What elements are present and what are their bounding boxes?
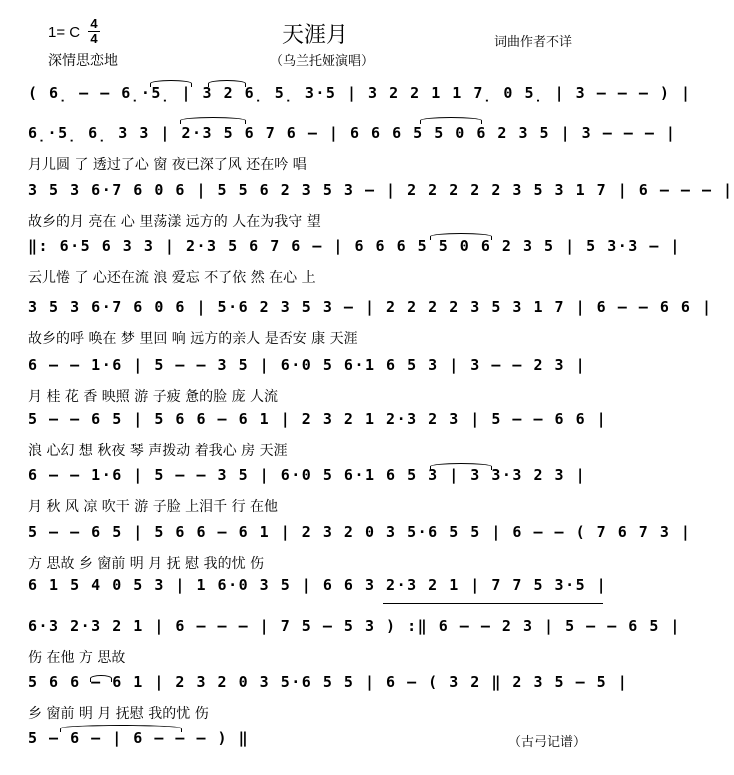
- lyric-line: 乡 窗前 明 月 抚慰 我的忧 伤: [28, 706, 209, 722]
- slur-mark: [208, 80, 246, 87]
- notation-line: 3 5 3 6·7 6 0 6 | 5·6 2 3 5 3 — | 2 2 2 2 3 5 3 1 7 | 6 — — 6 6 |: [28, 298, 713, 316]
- key-signature: 1= C: [48, 24, 81, 41]
- lyric-line: 浪 心幻 想 秋夜 琴 声拨动 着我心 房 天涯: [28, 443, 288, 459]
- notation-line: ‖: 6·5 6 3 3 | 2·3 5 6 7 6 — | 6 6 6 5 5 0 6 2 3 5 | 5 3·3 — |: [28, 237, 681, 255]
- staff-row: [28, 84, 692, 110]
- staff-row: [28, 576, 608, 602]
- notation-line: 5 — 6 — | 6 — — — ) ‖: [28, 729, 250, 747]
- performer-subtitle: （乌兰托娅演唱）: [270, 54, 375, 69]
- time-signature: [88, 18, 100, 45]
- lyric-line: 伤 在他 方 思故: [28, 650, 126, 666]
- staff-row: [28, 124, 677, 173]
- lyric-line: 月儿圆 了 透过了心 窗 夜已深了风 还在吟 唱: [28, 157, 307, 173]
- staff-row: [28, 617, 681, 666]
- volta-bracket: [383, 603, 603, 604]
- lyric-line: 云儿惓 了 心还在流 浪 爱忘 不了依 然 在心 上: [28, 270, 316, 286]
- notation-line: 6 — — 1·6 | 5 — — 3 5 | 6·0 5 6·1 6 5 3 | 3 3·3 2 3 |: [28, 466, 587, 484]
- slur-mark: [90, 675, 112, 682]
- slur-mark: [180, 117, 246, 124]
- notation-line: 6̣·5̣ 6̣ 3 3 | 2·3 5 6 7 6 — | 6 6 6 5 5 0 6 2 3 5 | 3 — — — |: [28, 124, 677, 142]
- staff-row: [28, 523, 692, 572]
- notation-line: 6 1 5 4 0 5 3 | 1 6·0 3 5 | 6 6 3 2·3 2 1 | 7 7 5 3·5 |: [28, 576, 608, 594]
- staff-row: [28, 673, 629, 722]
- notation-line: 6 — — 1·6 | 5 — — 3 5 | 6·0 5 6·1 6 5 3 | 3 — — 2 3 |: [28, 356, 587, 374]
- time-signature-bottom: 4: [90, 31, 98, 46]
- notation-line: 6·3 2·3 2 1 | 6 — — — | 7 5 — 5 3 ) :‖ 6 — — 2 3 | 5 — — 6 5 |: [28, 617, 681, 635]
- lyric-line: 故乡的月 亮在 心 里荡漾 远方的 人在为我守 望: [28, 214, 321, 230]
- expression-marking: 深情思恋地: [48, 53, 118, 69]
- composer-credit: 词曲作者不详: [494, 35, 573, 50]
- time-signature-top: 4: [90, 16, 98, 31]
- staff-row: [28, 356, 608, 405]
- transcriber-credit: （古弓记谱）: [508, 735, 587, 750]
- notation-line: ( 6̣ — — 6̣·5̣ | 3 2 6̣ 5̣ 3·5 | 3 2 2 1 1 7̣ 0 5̣ | 3 — — — ) |: [28, 84, 692, 102]
- slur-mark: [60, 725, 182, 732]
- staff-row: [28, 298, 713, 347]
- song-title: 天涯月: [282, 23, 349, 48]
- lyric-line: 方 思故 乡 窗前 明 月 抚 慰 我的忧 伤: [28, 556, 265, 572]
- staff-row: [28, 410, 608, 459]
- notation-line: 3 5 3 6·7 6 0 6 | 5 5 6 2 3 5 3 — | 2 2 2 2 2 3 5 3 1 7 | 6 — — — |: [28, 181, 734, 199]
- staff-row: [28, 466, 608, 515]
- slur-mark: [430, 233, 492, 240]
- notation-line: 5 — — 6 5 | 5 6 6 — 6 1 | 2 3 2 1 2·3 2 3 | 5 — — 6 6 |: [28, 410, 608, 428]
- slur-mark: [420, 117, 482, 124]
- notation-line: 5 — — 6 5 | 5 6 6 — 6 1 | 2 3 2 0 3 5·6 5 5 | 6 — — ( 7 6 7 3 |: [28, 523, 692, 541]
- lyric-line: 故乡的呼 唤在 梦 里回 响 远方的亲人 是否安 康 天涯: [28, 331, 358, 347]
- lyric-line: 月 桂 花 香 映照 游 子疲 惫的脸 庞 人流: [28, 389, 279, 405]
- notation-line: 5 6 6 — 6 1 | 2 3 2 0 3 5·6 5 5 | 6 — ( 3 2 ‖ 2 3 5 — 5 |: [28, 673, 629, 691]
- slur-mark: [150, 80, 192, 87]
- staff-row: [28, 237, 681, 286]
- slur-mark: [430, 463, 492, 470]
- lyric-line: 月 秋 风 凉 吹干 游 子脸 上泪千 行 在他: [28, 499, 279, 515]
- staff-row: [28, 181, 734, 230]
